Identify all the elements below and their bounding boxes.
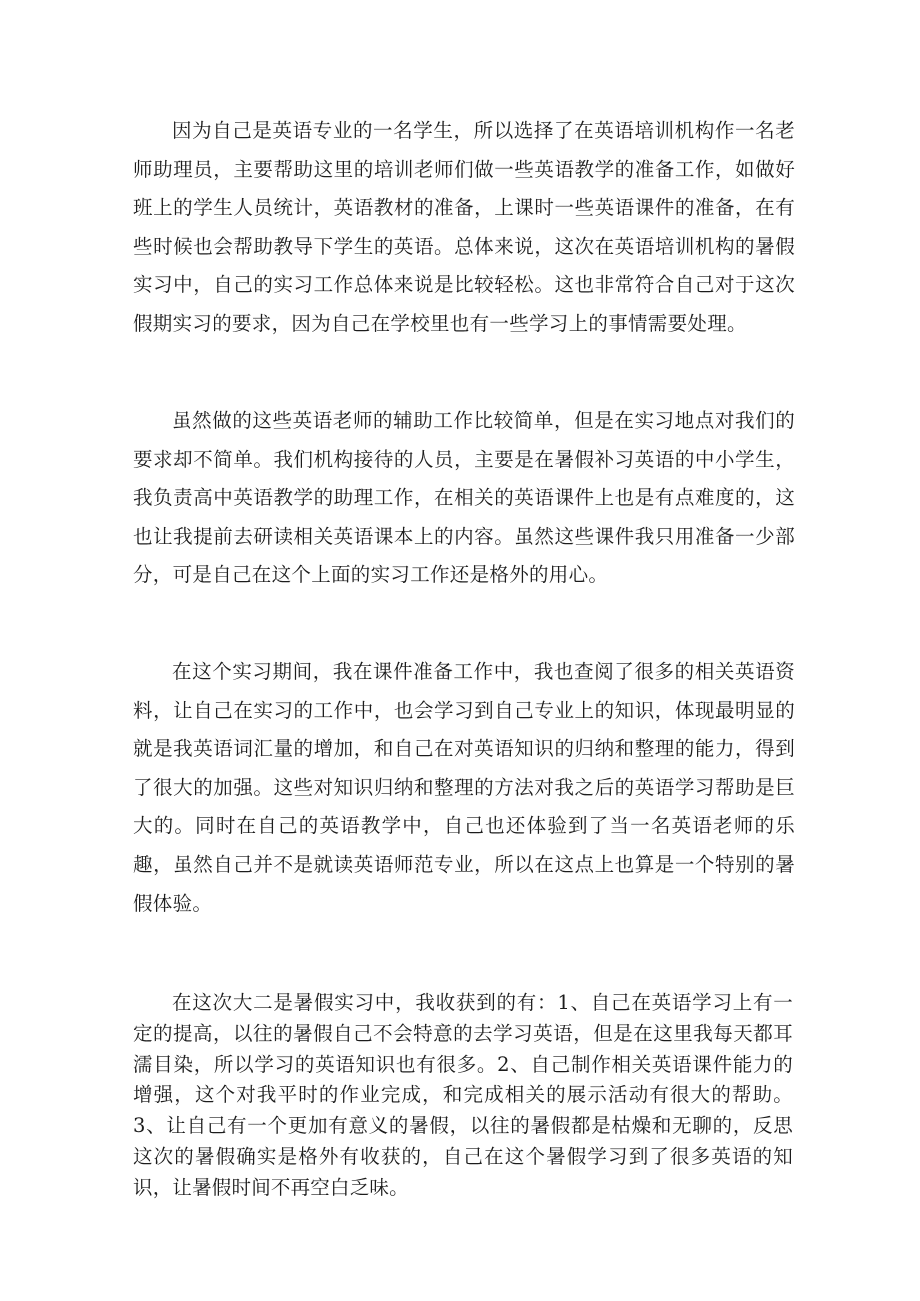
paragraph-3: 在这个实习期间，我在课件准备工作中，我也查阅了很多的相关英语资料，让自己在实习的工作中，也会学习到自己专业上的知识，体现最明显的就是我英语词汇量的增加，和自己在对英语知识的归纳和整理的能力，得到了很大的加强。这些对知识归纳和整理的方法对我之后的英语学习帮助是巨大的。同时在自己的英语教学中，自己也还体验到了当一名英语老师的乐趣，虽然自己并不是就读英语师范专业，所以在这点上也算是一个特别的暑假体验。 [133,660,795,915]
paragraph-1: 因为自己是英语专业的一名学生，所以选择了在英语培训机构作一名老师助理员，主要帮助这里的培训老师们做一些英语教学的准备工作，如做好班上的学生人员统计，英语教材的准备，上课时一些英语课件的准备，在有些时候也会帮助教导下学生的英语。总体来说，这次在英语培训机构的暑假实习中，自己的实习工作总体来说是比较轻松。这也非常符合自己对于这次假期实习的要求，因为自己在学校里也有一些学习上的事情需要处理。 [133,119,795,335]
paragraph-4: 在这次大二是暑假实习中，我收获到的有：1、自己在英语学习上有一定的提高，以往的暑假自己不会特意的去学习英语，但是在这里我每天都耳濡目染，所以学习的英语知识也有很多。2、自己制作相关英语课件能力的增强，这个对我平时的作业完成，和完成相关的展示活动有很大的帮助。3、让自己有一个更加有意义的暑假，以往的暑假都是枯燥和无聊的，反思这次的暑假确实是格外有收获的，自己在这个暑假学习到了很多英语的知识，让暑假时间不再空白乏味。 [133,991,793,1199]
paragraph-2: 虽然做的这些英语老师的辅助工作比较简单，但是在实习地点对我们的要求却不简单。我们机构接待的人员，主要是在暑假补习英语的中小学生，我负责高中英语教学的助理工作，在相关的英语课件上也是有点难度的，这也让我提前去研读相关英语课本上的内容。虽然这些课件我只用准备一少部分，可是自己在这个上面的实习工作还是格外的用心。 [133,409,795,587]
